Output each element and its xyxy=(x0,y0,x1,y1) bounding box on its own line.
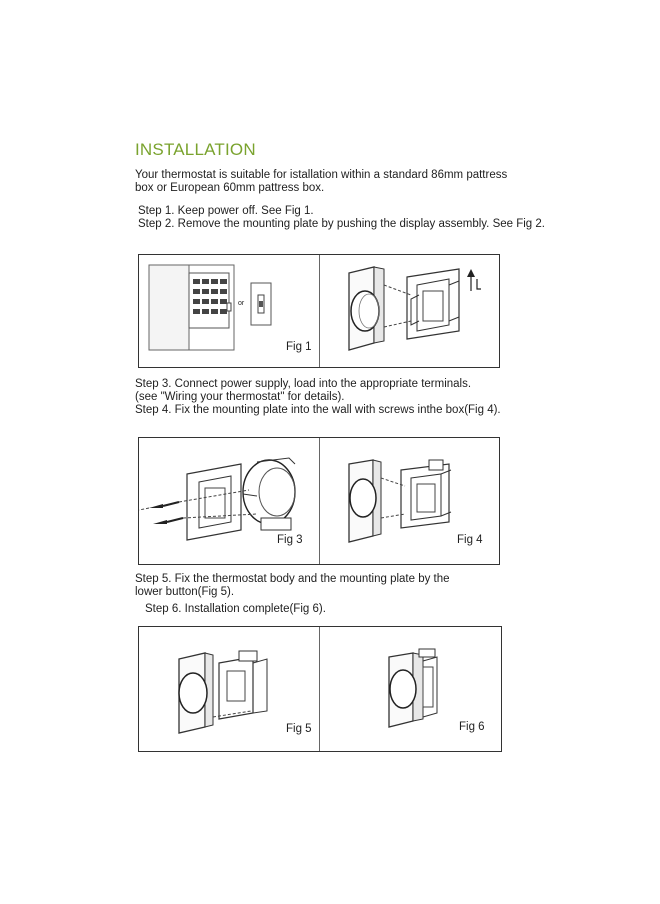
step-3-note: (see "Wiring your thermostat" for details). xyxy=(135,391,345,403)
step-6: Step 6. Installation complete(Fig 6). xyxy=(145,603,326,615)
fig4-label: Fig 4 xyxy=(457,534,483,546)
fig5-label: Fig 5 xyxy=(286,723,312,735)
fig2-illustration xyxy=(319,255,499,367)
step-5-cont: lower button(Fig 5). xyxy=(135,586,235,598)
fig1-or-label: or xyxy=(238,300,245,307)
figure-panel-1-2 xyxy=(138,254,500,368)
intro-line-1: Your thermostat is suitable for istallation within a standard 86mm pattress xyxy=(135,169,508,181)
figure-panel-5-6 xyxy=(138,626,502,752)
fig3-label: Fig 3 xyxy=(277,534,303,546)
step-2: Step 2. Remove the mounting plate by pushing the display assembly. See Fig 2. xyxy=(138,218,545,230)
step-3: Step 3. Connect power supply, load into the appropriate terminals. xyxy=(135,378,472,390)
fig1-label: Fig 1 xyxy=(286,341,312,353)
intro-line-2: box or European 60mm pattress box. xyxy=(135,182,325,194)
step-5: Step 5. Fix the thermostat body and the mounting plate by the xyxy=(135,573,450,585)
page-title: INSTALLATION xyxy=(135,140,256,159)
fig6-label: Fig 6 xyxy=(459,721,485,733)
step-1: Step 1. Keep power off. See Fig 1. xyxy=(138,205,314,217)
step-4: Step 4. Fix the mounting plate into the wall with screws inthe box(Fig 4). xyxy=(135,404,501,416)
figure-panel-3-4 xyxy=(138,437,500,565)
